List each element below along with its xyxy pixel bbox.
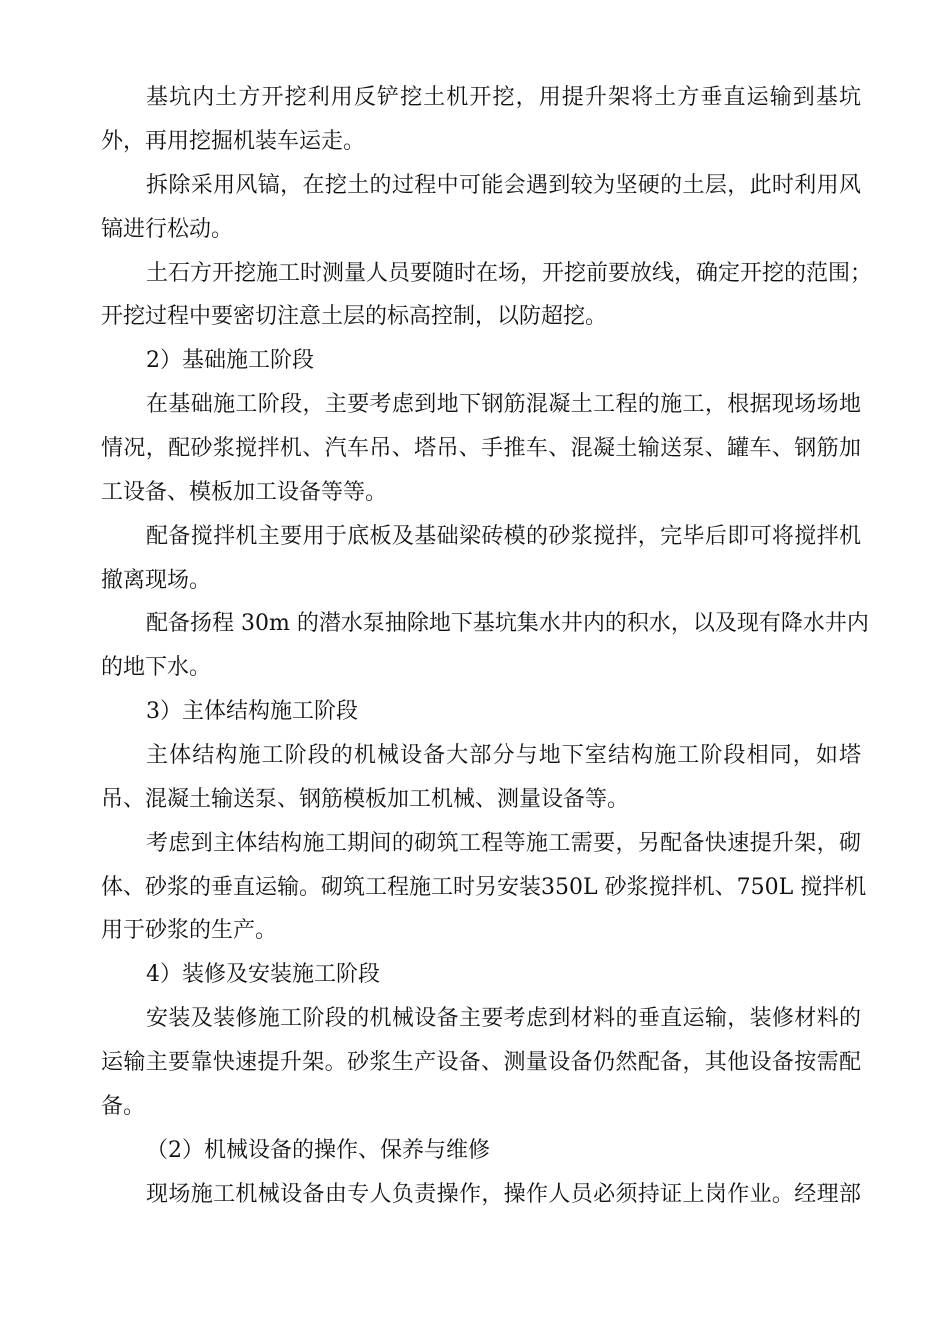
paragraph-main-structure-line-2: 吊、混凝土输送泵、钢筋模板加工机械、测量设备等。 (101, 787, 630, 812)
paragraph-mixer-line-1: 配备搅拌机主要用于底板及基础梁砖模的砂浆搅拌，完毕后即可将搅拌机 (146, 524, 861, 549)
heading-foundation-stage: 2）基础施工阶段 (146, 348, 314, 373)
paragraph-demolition-line-2: 镐进行松动。 (101, 217, 234, 242)
paragraph-decoration-line-2: 运输主要靠快速提升架。砂浆生产设备、测量设备仍然配备，其他设备按需配 (101, 1050, 861, 1075)
paragraph-survey-line-1: 土石方开挖施工时测量人员要随时在场，开挖前要放线，确定开挖的范围； (146, 261, 873, 286)
paragraph-earthwork-line-1: 基坑内土方开挖利用反铲挖土机开挖，用提升架将土方垂直运输到基坑 (146, 85, 861, 110)
paragraph-main-structure-line-1: 主体结构施工阶段的机械设备大部分与地下室结构施工阶段相同，如塔 (146, 743, 861, 768)
paragraph-masonry-line-1: 考虑到主体结构施工期间的砌筑工程等施工需要，另配备快速提升架，砌 (146, 831, 861, 856)
paragraph-pump-line-1: 配备扬程 30m 的潜水泵抽除地下基坑集水井内的积水，以及现有降水井内 (146, 611, 869, 636)
paragraph-foundation-line-2: 情况，配砂浆搅拌机、汽车吊、塔吊、手推车、混凝土输送泵、罐车、钢筋加 (101, 436, 861, 461)
paragraph-operation-line-1: 现场施工机械设备由专人负责操作，操作人员必须持证上岗作业。经理部 (146, 1182, 861, 1207)
paragraph-survey-line-2: 开挖过程中要密切注意土层的标高控制，以防超挖。 (101, 304, 608, 329)
heading-equipment-maintenance: （2）机械设备的操作、保养与维修 (146, 1138, 490, 1163)
paragraph-earthwork-line-2: 外，再用挖掘机装车运走。 (101, 129, 366, 154)
paragraph-demolition-line-1: 拆除采用风镐，在挖土的过程中可能会遇到较为坚硬的土层，此时利用风 (146, 173, 861, 198)
paragraph-mixer-line-2: 撤离现场。 (101, 568, 212, 593)
paragraph-masonry-line-3: 用于砂浆的生产。 (101, 918, 278, 943)
paragraph-decoration-line-1: 安装及装修施工阶段的机械设备主要考虑到材料的垂直运输，装修材料的 (146, 1006, 861, 1031)
heading-main-structure-stage: 3）主体结构施工阶段 (146, 699, 358, 724)
paragraph-masonry-line-2: 体、砂浆的垂直运输。砌筑工程施工时另安装350L 砂浆搅拌机、750L 搅拌机 (101, 875, 867, 900)
heading-decoration-stage: 4）装修及安装施工阶段 (146, 962, 380, 987)
paragraph-foundation-line-1: 在基础施工阶段，主要考虑到地下钢筋混凝土工程的施工，根据现场场地 (146, 392, 861, 417)
paragraph-foundation-line-3: 工设备、模板加工设备等等。 (101, 480, 388, 505)
paragraph-decoration-line-3: 备。 (101, 1094, 146, 1119)
paragraph-pump-line-2: 的地下水。 (101, 655, 212, 680)
